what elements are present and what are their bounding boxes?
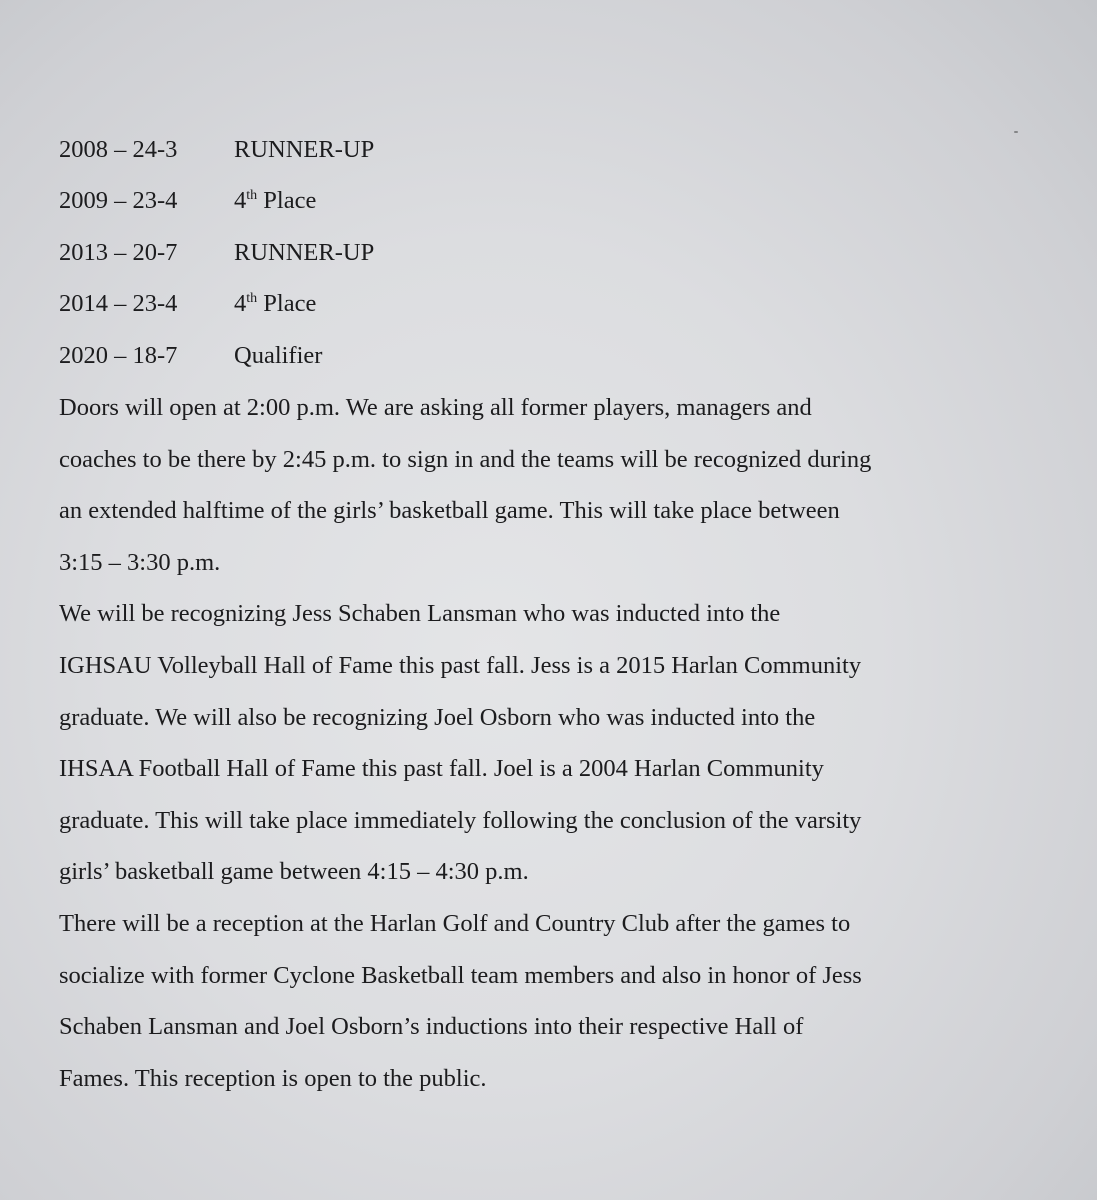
ordinal-suffix: th: [246, 188, 258, 204]
text-line: IGHSAU Volleyball Hall of Fame this past fall. Jess is a 2015 Harlan Community: [59, 651, 862, 679]
record-year: 2013 – 20-7: [59, 238, 178, 266]
text-line: graduate. We will also be recognizing Joel Osborn who was inducted into the: [59, 703, 816, 731]
text-line: an extended halftime of the girls’ basketball game. This will take place between: [59, 497, 840, 525]
text-line: 3:15 – 3:30 p.m.: [59, 548, 221, 576]
record-year: 2020 – 18-7: [59, 341, 178, 369]
result-tail: Place: [257, 187, 317, 215]
result-text: RUNNER-UP: [234, 135, 375, 163]
tournament-record-list: [59, 124, 959, 382]
result-text: RUNNER-UP: [234, 238, 375, 266]
result-tail: Place: [257, 290, 317, 318]
text-line: girls’ basketball game between 4:15 – 4:30 p.m.: [59, 858, 529, 886]
record-result: [234, 342, 322, 370]
text-line: We will be recognizing Jess Schaben Lansman who was inducted into the: [59, 600, 781, 628]
record-year: 2009 – 23-4: [59, 187, 178, 215]
text-line: graduate. This will take place immediately following the conclusion of the varsity: [59, 806, 862, 834]
ordinal-suffix: th: [246, 291, 258, 307]
record-year: 2014 – 23-4: [59, 290, 178, 318]
record-row-2013: [59, 227, 959, 279]
text-line: Fames. This reception is open to the public.: [59, 1064, 487, 1092]
result-text: Qualifier: [234, 341, 323, 369]
announcement-body: [59, 382, 1059, 1104]
record-row-2009: [59, 176, 959, 228]
paragraph-hall-of-fame: [59, 588, 1059, 898]
record-result: [234, 239, 374, 267]
text-line: coaches to be there by 2:45 p.m. to sign in and the teams will be recognized during: [59, 445, 872, 473]
record-row-2008: [59, 124, 959, 176]
record-result: [234, 136, 374, 164]
text-line: socialize with former Cyclone Basketball team members and also in honor of Jess: [59, 961, 862, 989]
result-text: 4: [234, 290, 247, 318]
paragraph-reception: [59, 898, 1059, 1104]
record-result: [234, 290, 316, 318]
record-row-2014: [59, 279, 959, 331]
result-text: 4: [234, 187, 247, 215]
text-line: Schaben Lansman and Joel Osborn’s inductions into their respective Hall of: [59, 1013, 804, 1041]
record-row-2020: [59, 330, 959, 382]
text-line: IHSAA Football Hall of Fame this past fall. Joel is a 2004 Harlan Community: [59, 755, 824, 783]
record-result: [234, 187, 316, 215]
record-year: 2008 – 24-3: [59, 135, 178, 163]
paper-speck: [1014, 131, 1018, 133]
text-line: Doors will open at 2:00 p.m. We are asking all former players, managers and: [59, 394, 812, 421]
text-line: There will be a reception at the Harlan Golf and Country Club after the games to: [59, 909, 851, 937]
paragraph-schedule: [59, 382, 1059, 588]
